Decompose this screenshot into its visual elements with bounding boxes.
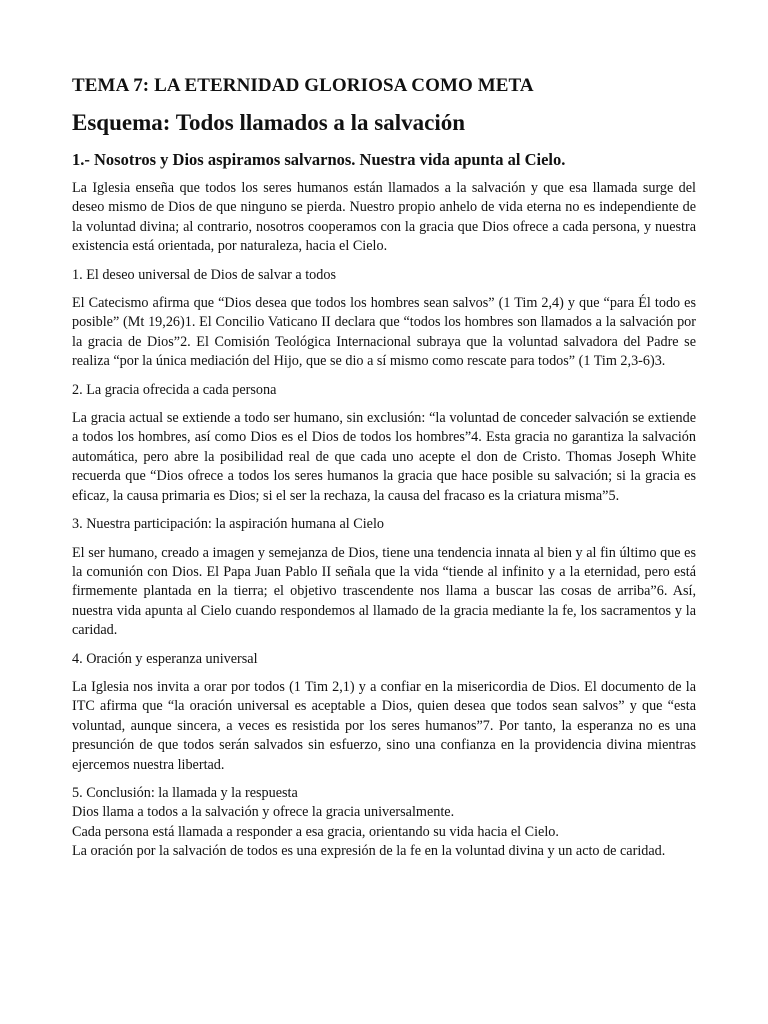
section-heading: 1.- Nosotros y Dios aspiramos salvarnos. Nuestra vida apunta al Cielo.	[72, 150, 566, 169]
conclusion-heading: 5. Conclusión: la llamada y la respuesta	[72, 784, 298, 801]
subsection-4-text: La Iglesia nos invita a orar por todos (1 Tim 2,1) y a confiar en la misericordia de Dios. El documento de la ITC afirma que “la oración universal es aceptable a Dios, quien desea que todos sean salvos” y que “esta voluntad, aunque sincera, a veces es resistida por los seres humanos”7. Por tanto, la esperanza no es una presunción de que todos serán salvados sin esfuerzo, sino una confianza en la providencia divina mientras ejercemos nuestra libertad.	[72, 678, 696, 773]
subsection-1-text: El Catecismo afirma que “Dios desea que todos los hombres sean salvos” (1 Tim 2,4) y que “para Él todo es posible” (Mt 19,26)1. El Concilio Vaticano II declara que “todos los hombres son llamados a la salvación por la gracia de Dios”2. El Comisión Teológica Internacional subraya que la voluntad salvadora del Padre se realiza “por la única mediación del Hijo, que se dio a sí mismo como rescate para todos” (1 Tim 2,3-6)3.	[72, 295, 696, 370]
subsection-2-heading: 2. La gracia ofrecida a cada persona	[72, 381, 277, 398]
intro-paragraph: La Iglesia enseña que todos los seres humanos están llamados a la salvación y que esa llamada surge del deseo mismo de Dios de que ninguno se pierda. Nuestro propio anhelo de vida eterna no es independiente de la voluntad divina; al contrario, nosotros cooperamos con la gracia que Dios ofrece a cada persona, y nuestra existencia está orientada, por naturaleza, hacia el Cielo.	[72, 180, 696, 255]
conclusion-line: Dios llama a todos a la salvación y ofrece la gracia universalmente.	[72, 804, 455, 821]
conclusion-line: La oración por la salvación de todos es una expresión de la fe en la voluntad divina y un acto de caridad.	[72, 843, 666, 860]
subsection-4-heading: 4. Oración y esperanza universal	[72, 650, 258, 667]
subsection-3-heading: 3. Nuestra participación: la aspiración humana al Cielo	[72, 516, 385, 533]
subsection-1-heading: 1. El deseo universal de Dios de salvar a todos	[72, 266, 336, 283]
tema-title: TEMA 7: LA ETERNIDAD GLORIOSA COMO META	[72, 75, 534, 96]
conclusion-block	[72, 784, 696, 862]
esquema-title: Esquema: Todos llamados a la salvación	[72, 110, 466, 135]
conclusion-line: Cada persona está llamada a responder a esa gracia, orientando su vida hacia el Cielo.	[72, 823, 559, 840]
subsection-3-text: El ser humano, creado a imagen y semejanza de Dios, tiene una tendencia innata al bien y al fin último que es la comunión con Dios. El Papa Juan Pablo II señala que la vida “tiende al infinito y a la eternidad, pero está firmemente plantada en la tierra; el objetivo trascendente nos llama a buscar las cosas de arriba”6. Así, nuestra vida apunta al Cielo cuando respondemos al llamado de la gracia mediante la fe, los sacramentos y la caridad.	[72, 544, 696, 639]
subsection-2-text: La gracia actual se extiende a todo ser humano, sin exclusión: “la voluntad de conceder salvación se extiende a todos los hombres, así como Dios es el Dios de todos los hombres”4. Esta gracia no garantiza la salvación automática, pero abre la posibilidad real de que cada uno acepte el don de Cristo. Thomas Joseph White recuerda que “Dios ofrece a todos los seres humanos la gracia que hace posible su salvación; si la gracia es eficaz, la causa primaria es Dios; si el ser la rechaza, la causa del fracaso es la criatura misma”5.	[72, 410, 696, 504]
